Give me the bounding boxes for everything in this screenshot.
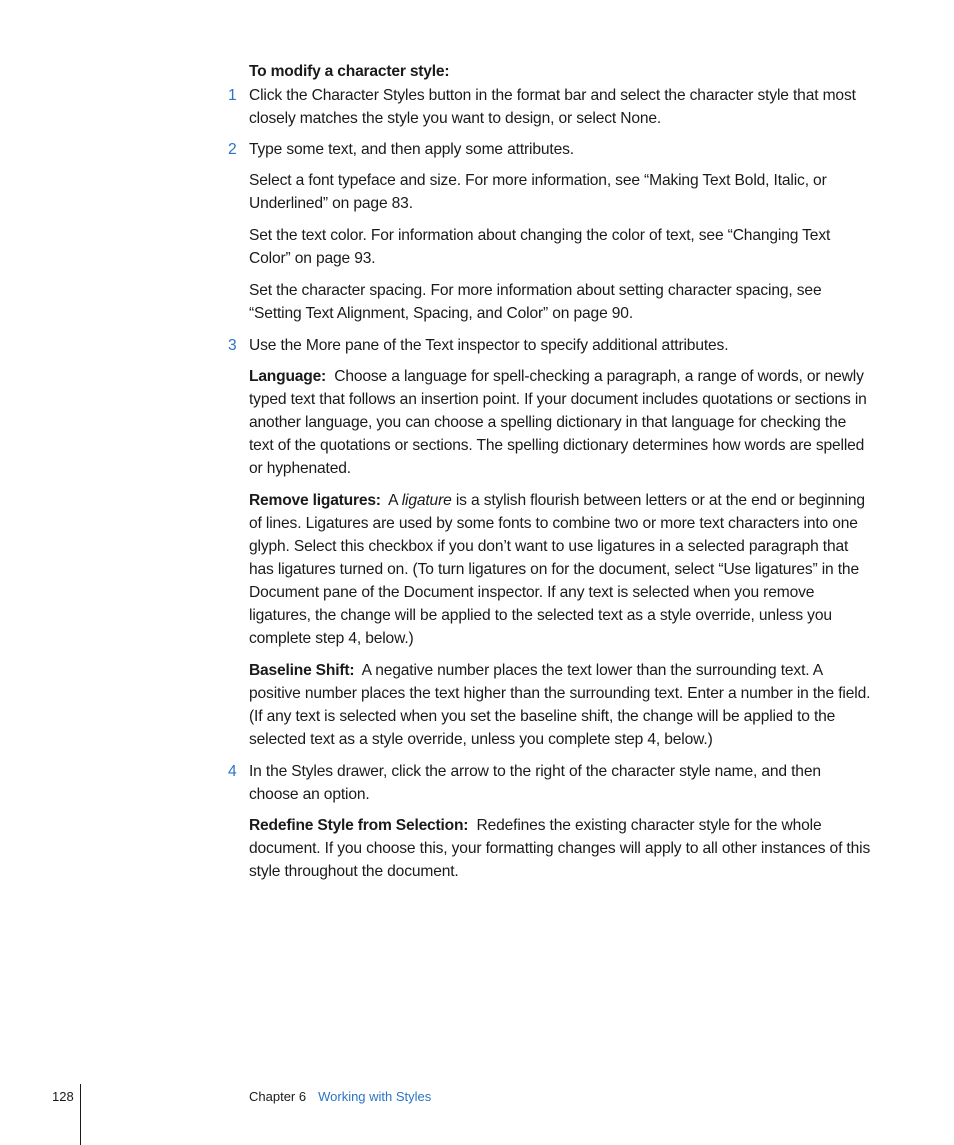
redefine-term: Redefine Style from Selection: xyxy=(249,817,469,834)
baseline-term: Baseline Shift: xyxy=(249,662,355,679)
step-text: In the Styles drawer, click the arrow to the right of the character style name, and then choose an option. xyxy=(249,763,821,803)
spacing-paragraph: Set the character spacing. For more information about setting character spacing, see “Setting Text Alignment, Spacing, and Color” on page 90. xyxy=(249,282,822,322)
chapter-title-link[interactable]: Working with Styles xyxy=(318,1089,432,1104)
step-text: Click the Character Styles button in the format bar and select the character style that most closely matches the style you want to design, or select None. xyxy=(249,87,856,127)
main-content xyxy=(228,60,874,892)
language-paragraph xyxy=(249,365,874,480)
ligature-italic: ligature xyxy=(401,492,452,509)
redefine-paragraph xyxy=(249,814,874,883)
color-paragraph: Set the text color. For information about changing the color of text, see “Changing Text Color” on page 93. xyxy=(249,227,831,267)
step-1 xyxy=(228,84,874,130)
page-number: 128 xyxy=(52,1089,74,1104)
language-term: Language: xyxy=(249,368,327,385)
chapter-footer xyxy=(249,1089,431,1104)
step-3 xyxy=(228,334,874,357)
step-2 xyxy=(228,138,874,161)
step-number: 3 xyxy=(228,337,237,354)
footer-divider xyxy=(80,1084,81,1145)
ligatures-text: is a stylish flourish between letters or at the end or beginning of lines. Ligatures are used by some fonts to combine two or more text characters into one glyph. Select this checkbox if you don’t want to use ligatures in a selected paragraph that has ligatures turned on. (To turn ligatures on for the document, select “Use ligatures” in the Document pane of the Document inspector. If any text is selected when you remove ligatures, the change will be applied to the selected text as a style override, unless you complete step 4, below.) xyxy=(249,492,865,647)
baseline-text: A negative number places the text lower than the surrounding text. A positive number places the text higher than the surrounding text. Enter a number in the field. (If any text is selected when you set the baseline shift, the change will be applied to the selected text as a style override, unless you complete step 4, below.) xyxy=(249,662,871,748)
redefine-text: Redefines the existing character style for the whole document. If you choose this, your formatting changes will apply to all other instances of this style throughout the document. xyxy=(249,817,871,880)
ligatures-paragraph xyxy=(249,489,874,650)
task-heading: To modify a character style: xyxy=(249,63,450,80)
step-number: 4 xyxy=(228,763,237,780)
baseline-paragraph xyxy=(249,659,874,751)
step-text: Use the More pane of the Text inspector to specify additional attributes. xyxy=(249,337,729,354)
chapter-label: Chapter 6 xyxy=(249,1089,307,1104)
font-paragraph: Select a font typeface and size. For more information, see “Making Text Bold, Italic, or Underlined” on page 83. xyxy=(249,172,827,212)
ligatures-term: Remove ligatures: xyxy=(249,492,381,509)
step-number: 2 xyxy=(228,141,237,158)
step-text: Type some text, and then apply some attributes. xyxy=(249,141,574,158)
step-4 xyxy=(228,760,874,806)
ligatures-pre: A xyxy=(388,492,398,509)
step-number: 1 xyxy=(228,87,237,104)
language-text: Choose a language for spell-checking a paragraph, a range of words, or newly typed text that follows an insertion point. If your document includes quotations or sections in another language, you can choose a spelling dictionary in that language for checking the text of the quotations or sections. The spelling dictionary determines how words are spelled or hyphenated. xyxy=(249,368,867,477)
